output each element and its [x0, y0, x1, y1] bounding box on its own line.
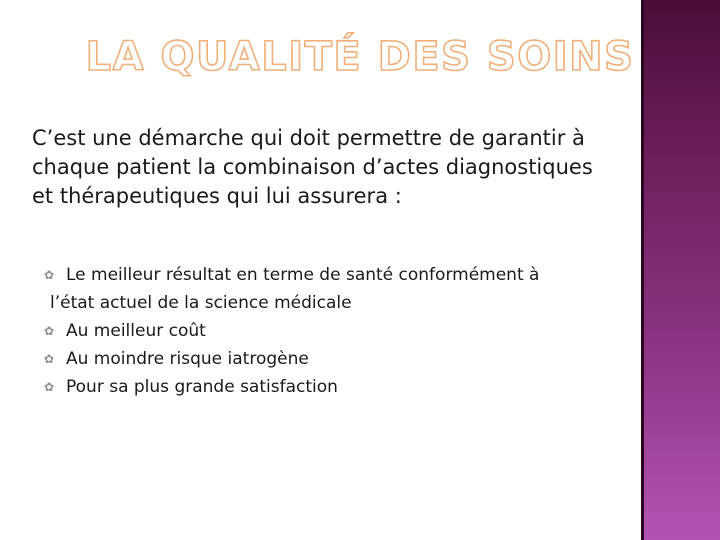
list-item: [44, 261, 608, 317]
list-item: [44, 373, 608, 401]
list-item-text: l’état actuel de la science médicale: [50, 293, 352, 313]
intro-line: et thérapeutiques qui lui assurera :: [32, 184, 402, 208]
list-item-text: Au moindre risque iatrogène: [66, 349, 309, 369]
list-item: [44, 345, 608, 373]
ribbon-bullet-icon: ✿: [44, 268, 55, 282]
decorative-side-band: [641, 0, 720, 540]
list-item-text: Pour sa plus grande satisfaction: [66, 377, 338, 397]
list-item-text: Le meilleur résultat en terme de santé conformément à: [66, 265, 540, 285]
intro-line: chaque patient la combinaison d’actes diagnostiques: [32, 155, 593, 179]
ribbon-bullet-icon: ✿: [44, 352, 55, 366]
slide-title-text: LA QUALITÉ DES SOINS: [85, 34, 635, 80]
intro-line: C’est une démarche qui doit permettre de garantir à: [32, 126, 585, 150]
ribbon-bullet-icon: ✿: [44, 324, 55, 338]
list-item-text: Au meilleur coût: [66, 321, 206, 341]
intro-paragraph: [32, 124, 650, 211]
list-item: [44, 317, 608, 345]
slide-title: [85, 30, 635, 80]
ribbon-bullet-icon: ✿: [44, 380, 55, 394]
bullet-list: [44, 261, 608, 401]
